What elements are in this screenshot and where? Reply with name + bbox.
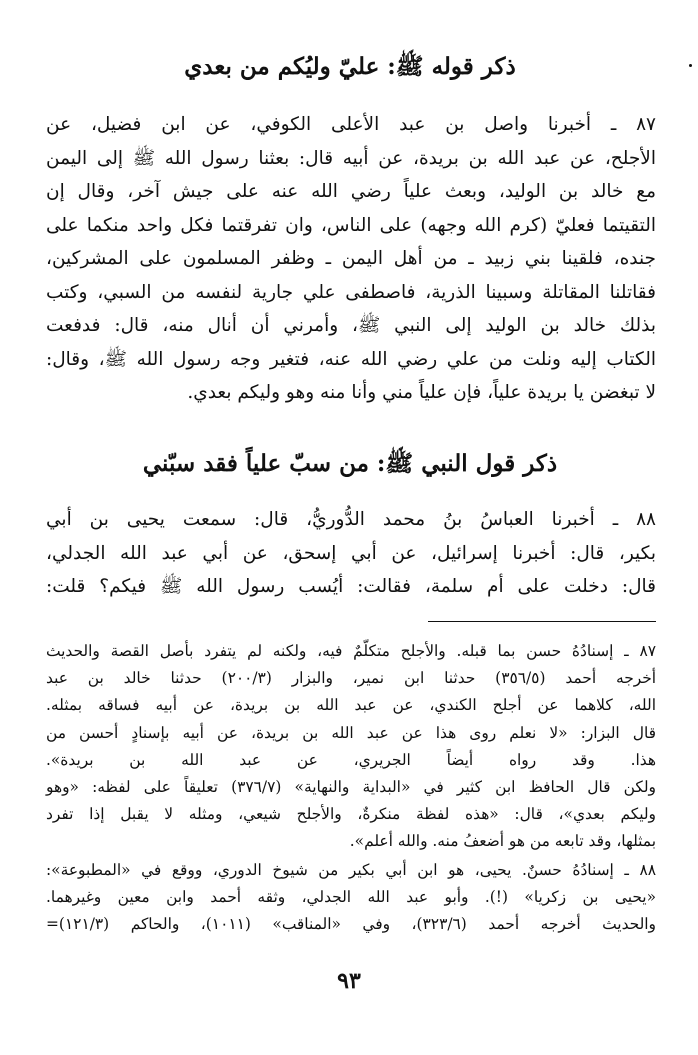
- text-line: جنده، فلقينا بني زبيد ـ من أهل اليمن ـ وظفر المسلمون على المشركين،: [46, 248, 656, 269]
- text-line: بذلك خالد بن الوليد إلى النبي ﷺ، وأمرني أن أنال منه، قال: فدفعت: [46, 315, 656, 336]
- text-line: فقاتلنا المقاتلة وسبينا الذرية، فاصطفى علي جارية لنفسه من السبي، وكتب: [46, 281, 656, 303]
- text-line: ٨٧ ـ أخبرنا واصل بن عبد الأعلى الكوفي، عن ابن فضيل، عن: [46, 114, 656, 135]
- footnote-line: والحديث أخرجه أحمد (٣٢٣/٦)، وفي «المناقب» (١٠١١)، والحاكم (١٢١/٣)=: [46, 915, 656, 934]
- page-number: ٩٣: [337, 968, 361, 994]
- footnote-88: [46, 857, 656, 939]
- text-line: لا تبغضن يا بريدة علياً، فإن علياً مني وأنا منه وهو وليكم بعدي.: [187, 382, 656, 403]
- footnote-line: ولكن قال الحافظ ابن كثير في «البداية والنهاية» (٣٧٦/٧) تعليقاً على لفظه: «وهو: [46, 778, 656, 797]
- footnote-line: قال البزار: «لا نعلم روى هذا عن عبد الله بن بريدة، عن أبيه بإسنادٍ أحسن من: [46, 723, 656, 742]
- section-heading-sabb-ali: ذكر قول النبي ﷺ: من سبّ علياً فقد سبّني: [142, 450, 558, 477]
- text-line: بكير، قال: أخبرنا إسرائيل، عن أبي إسحق، عن أبي عبد الله الجدلي،: [46, 542, 656, 564]
- footnote-line: الله، كلاهما عن أجلح الكندي، عن عبد الله بن بريدة، عن أبيه فساقه بمثله.: [46, 696, 656, 715]
- footnote-87: [46, 638, 656, 856]
- text-line: التقيتما فعليّ (كرم الله وجهه) على الناس، وان تفرقتما فكل واحد منكما على: [46, 214, 656, 236]
- text-line: الأجلح، عن عبد الله بن بريدة، عن أبيه قال: بعثنا رسول الله ﷺ إلى اليمن: [46, 147, 656, 169]
- section-heading-ali-wali: ذكر قوله ﷺ: عليّ وليُكم من بعدي: [184, 53, 516, 80]
- text-line: الكتاب إليه ونلت من علي رضي الله عنه، فتغير وجه رسول الله ﷺ، وقال:: [46, 348, 656, 370]
- footnote-separator: [428, 621, 656, 622]
- footnote-line: بمثلها، وقد تابعه من هو أضعفُ منه. والله أعلم».: [349, 832, 656, 851]
- hadith-87-text: [46, 108, 656, 410]
- text-line: مع خالد بن الوليد، وبعث علياً رضي الله عنه على جيش آخر، وقال إن: [46, 181, 656, 202]
- footnote-line: «يحيى بن زكريا» (!). وأبو عبد الله الجدلي، وثقه أحمد وابن معين وغيرهما.: [46, 888, 656, 907]
- footnote-line: ٨٨ ـ إسنادُهُ حسنٌ. يحيى، هو ابن أبي بكير من شيوخ الدوري، ووقع في «المطبوعة»:: [46, 861, 656, 879]
- footnote-line: ٨٧ ـ إسنادُهُ حسن بما قبله. والأجلح متكلّمٌ فيه، ولكنه لم يتفرد بأصل القصة والحديث: [46, 642, 656, 660]
- margin-dot: [689, 64, 692, 67]
- footnote-line: هذا. وقد رواه أيضاً الجريري، عن عبد الله بن بريدة».: [46, 750, 656, 769]
- text-line: قال: دخلت على أم سلمة، فقالت: أيُسب رسول الله ﷺ فيكم؟ قلت:: [46, 576, 656, 597]
- footnote-line: أخرجه أحمد (٣٥٦/٥) حدثنا ابن نمير، والبزار (٢٠٠/٣) حدثنا خالد بن عبد: [46, 669, 657, 688]
- footnote-line: وليكم بعدي»، قال: «هذه لفظة منكرةٌ، والأجلح شيعي، ومثله لا يقبل إذا تفرد: [46, 805, 656, 824]
- hadith-88-text: [46, 503, 656, 604]
- text-line: ٨٨ ـ أخبرنا العباسُ بنُ محمد الدُّوريُّ، قال: سمعت يحيى بن أبي: [46, 509, 656, 530]
